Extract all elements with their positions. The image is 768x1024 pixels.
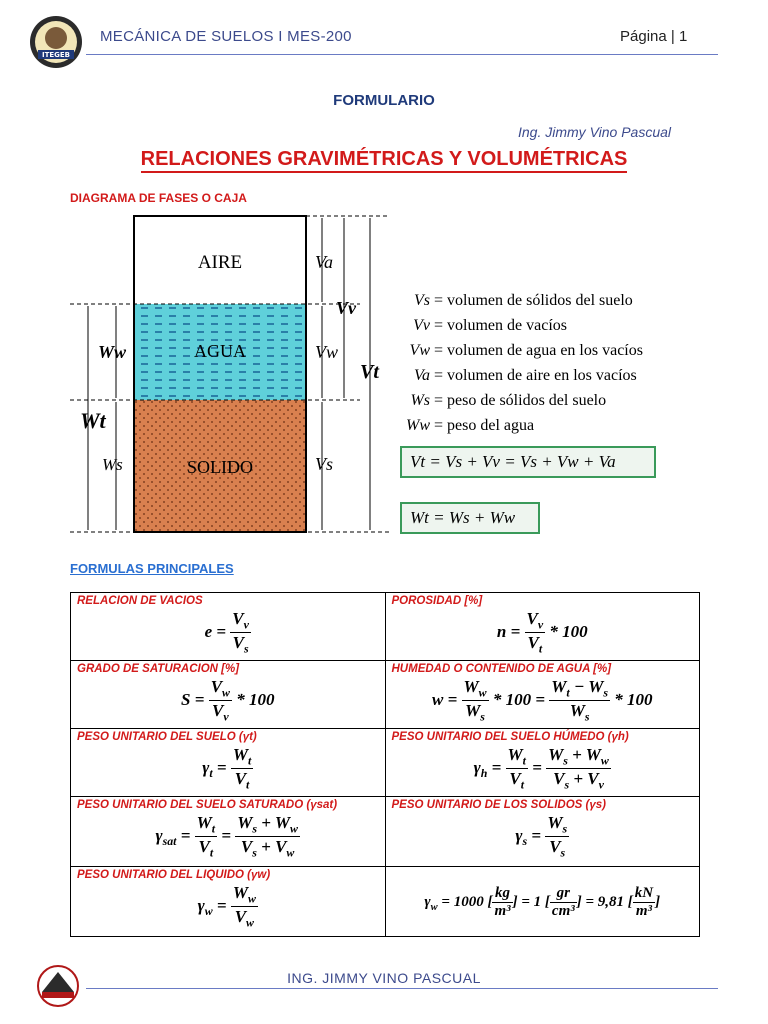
- logo-text: ITEGEB: [41, 51, 71, 59]
- definition-item: Vs = volumen de sólidos del suelo: [414, 292, 633, 309]
- solid-label: SOLIDO: [187, 457, 253, 477]
- formulas-table: [70, 592, 700, 937]
- va-label: Va: [315, 252, 333, 272]
- ws-label: Ws: [102, 455, 123, 474]
- course-title: MECÁNICA DE SUELOS I MES-200: [100, 28, 352, 45]
- ww-label: Ww: [98, 342, 127, 362]
- formula-cell: PESO UNITARIO DEL LIQUIDO (γw) $\gamma_w$ = $\frac{W_w}{V_w}$: [71, 867, 386, 937]
- definition-item: Vv = volumen de vacíos: [413, 317, 567, 334]
- formula-cell: PESO UNITARIO DEL SUELO (γt) $\gamma_t$ = $\frac{W_t}{V_t}$: [71, 729, 386, 797]
- page-number: Página | 1: [620, 28, 688, 45]
- definition-item: Vw = volumen de agua en los vacíos: [409, 342, 643, 359]
- definition-item: Ws = peso de sólidos del suelo: [410, 392, 607, 409]
- institution-logo: [28, 14, 84, 70]
- section-formulas-title: FORMULAS PRINCIPALES: [70, 561, 234, 576]
- volume-equation-box: Vt = Vs + Vv = Vs + Vw + Va: [400, 446, 656, 478]
- author: Ing. Jimmy Vino Pascual: [518, 124, 672, 140]
- formula-cell: $\gamma_w = 1000$ [ $\frac{kg}{\text{m³}}$ ] = 1 [ $\frac{gr}{\text{cm³}}$ ] = 9,81 [ $\frac{kN}{\text{m³}}$ ]: [385, 867, 700, 937]
- header-divider: [86, 54, 718, 55]
- formula-cell: PESO UNITARIO DE LOS SOLIDOS (γs) $\gamma_s$ = $\frac{W_s}{V_s}$: [385, 797, 700, 867]
- formula-cell: HUMEDAD O CONTENIDO DE AGUA [%] w = $\frac{W_w}{W_s}$ * 100 = $\frac{W_t - W_s}{W_s}$ * 100: [385, 661, 700, 729]
- definition-item: Ww = peso del agua: [406, 417, 535, 434]
- section-diagram-title: DIAGRAMA DE FASES O CAJA: [70, 191, 247, 205]
- air-label: AIRE: [197, 252, 243, 273]
- weight-equation-box: Wt = Ws + Ww: [400, 502, 540, 534]
- wt-label: Wt: [80, 408, 106, 433]
- formula-cell: POROSIDAD [%] n = $\frac{V_v}{V_t}$ * 100: [385, 593, 700, 661]
- definitions-list: [400, 288, 643, 438]
- footer-author: ING. JIMMY VINO PASCUAL: [287, 970, 481, 986]
- formula-cell: GRADO DE SATURACION [%] S = $\frac{V_w}{V_v}$ * 100: [71, 661, 386, 729]
- phase-diagram: [70, 208, 390, 538]
- formula-cell: PESO UNITARIO DEL SUELO HÚMEDO (γh) $\gamma_h$ = $\frac{W_t}{V_t}$ = $\frac{W_s + W_w}{V_s + V_v}$: [385, 729, 700, 797]
- vw-label: Vw: [315, 342, 339, 362]
- vv-label: Vv: [336, 298, 356, 318]
- vt-label: Vt: [360, 361, 379, 383]
- formula-cell: RELACION DE VACIOS e = $\frac{V_v}{V_s}$: [71, 593, 386, 661]
- water-label: AGUA: [194, 341, 246, 361]
- vs-label: Vs: [315, 454, 333, 474]
- formula-cell: PESO UNITARIO DEL SUELO SATURADO (γsat) $\gamma_{sat}$ = $\frac{W_t}{V_t}$ = $\frac{W_s + W_w}{V_s + V_w}$: [71, 797, 386, 867]
- main-title: RELACIONES GRAVIMÉTRICAS Y VOLUMÉTRICAS: [0, 148, 768, 171]
- footer-divider: [86, 988, 718, 989]
- definition-item: Va = volumen de aire en los vacíos: [414, 367, 637, 384]
- document-title: FORMULARIO: [333, 92, 435, 109]
